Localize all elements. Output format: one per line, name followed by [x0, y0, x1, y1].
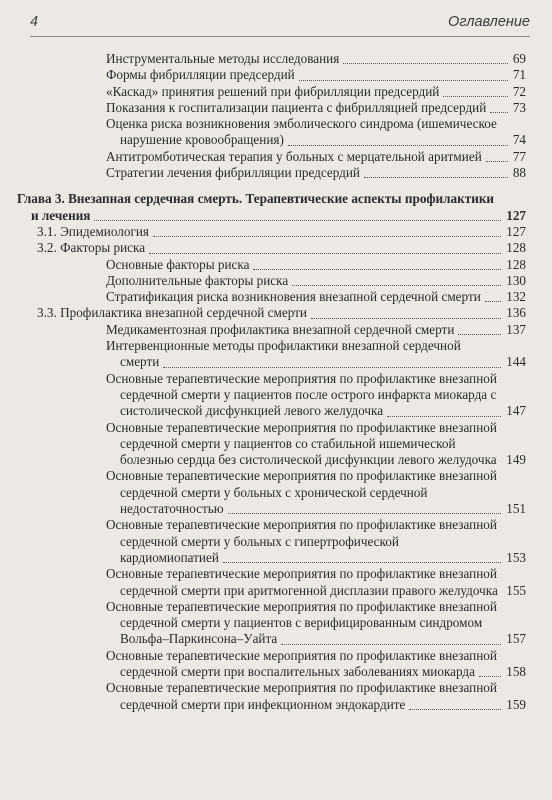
toc-entry[interactable] [106, 165, 526, 181]
toc-chapter-entry[interactable] [17, 191, 526, 224]
toc-entry-title: Инструментальные методы исследования [106, 51, 340, 66]
toc-entry-title: Основные терапевтические мероприятия по профилактике внезапной сердечной смерти у пациентов с верифицированным синдромом Вольфа–Паркинсона–Уайта [106, 598, 497, 647]
toc-entry[interactable] [106, 51, 526, 67]
toc-entry-title: Основные терапевтические мероприятия по профилактике внезапной сердечной смерти у пациентов со стабильной ишемической болезнью сердца без систолической дисфункции левого желудочка [106, 419, 497, 468]
leader-dots [228, 513, 501, 514]
toc-entry[interactable] [106, 84, 526, 100]
toc-entry-title: Основные терапевтические мероприятия по профилактике внезапной сердечной смерти у больных с хронической сердечной недостаточностью [106, 468, 497, 517]
toc-entry-page: 132 [506, 289, 526, 305]
leader-dots [292, 285, 501, 286]
toc-entry-page: 74 [512, 132, 526, 148]
leader-dots [343, 63, 508, 64]
toc-entry[interactable] [106, 116, 526, 149]
leader-dots [163, 367, 501, 368]
leader-dots [364, 177, 508, 178]
toc-entry-page: 147 [506, 403, 526, 419]
toc-entry[interactable] [106, 67, 526, 83]
leader-dots [153, 236, 501, 237]
toc-entry[interactable] [106, 322, 526, 338]
toc-entry[interactable] [106, 371, 526, 420]
toc-entry-title: Основные факторы риска [106, 256, 250, 272]
header-rule [30, 36, 530, 37]
toc-entry-title: Показания к госпитализации пациента с фибрилляцией предсердий [106, 99, 487, 115]
toc-entry-page: 130 [506, 272, 526, 288]
toc-entry[interactable] [106, 680, 526, 713]
toc-section-entry[interactable] [37, 224, 526, 240]
leader-dots [149, 253, 501, 254]
leader-dots [311, 318, 501, 319]
page-number: 4 [30, 14, 39, 30]
toc-entry-page: 128 [506, 256, 526, 272]
toc-entry-page: 73 [512, 99, 526, 115]
toc-entry[interactable] [106, 257, 526, 273]
toc-entry[interactable] [106, 420, 526, 469]
toc-entry-page: 157 [506, 631, 526, 647]
leader-dots [288, 145, 508, 146]
toc-entry[interactable] [106, 149, 526, 165]
toc-entry[interactable] [106, 289, 526, 305]
toc-entry-page: 151 [506, 501, 526, 517]
toc-entry[interactable] [106, 468, 526, 517]
toc-entry-title: Стратегии лечения фибрилляции предсердий [106, 165, 360, 181]
leader-dots [443, 96, 508, 97]
toc-entry-title: 3.3. Профилактика внезапной сердечной смерти [37, 305, 307, 321]
toc-entry-page: 159 [506, 696, 526, 712]
section-title: Оглавление [448, 14, 530, 30]
leader-dots [94, 220, 501, 221]
toc-entry-title: Интервенционные методы профилактики внезапной сердечной смерти [106, 338, 461, 370]
leader-dots [299, 80, 508, 81]
toc-entry-title: Стратификация риска возникновения внезапной сердечной смерти [106, 289, 481, 305]
toc-entry-title: Антитромботическая терапия у больных с мерцательной аритмией [106, 148, 482, 164]
toc-entry-page: 69 [512, 51, 526, 66]
toc-entry-page: 155 [506, 582, 526, 598]
leader-dots [409, 709, 501, 710]
toc-entry[interactable] [106, 517, 526, 566]
toc-entry-page: 127 [506, 223, 526, 239]
toc-entry-page: 137 [506, 321, 526, 337]
toc-entry-page: 71 [512, 67, 526, 83]
toc-entry-title: Основные терапевтические мероприятия по профилактике внезапной сердечной смерти при воспалительных заболеваниях миокарда [106, 647, 497, 679]
toc-entry-title: Медикаментозная профилактика внезапной сердечной смерти [106, 321, 455, 337]
toc-entry-title: Оценка риска возникновения эмболического синдрома (ишемическое нарушение кровообращения) [106, 116, 497, 148]
toc-entry-page: 72 [512, 83, 526, 99]
running-header [0, 0, 552, 38]
toc-entry[interactable] [106, 599, 526, 648]
table-of-contents [17, 51, 526, 713]
toc-entry-page: 149 [506, 452, 526, 468]
toc-entry-title: Основные терапевтические мероприятия по профилактике внезапной сердечной смерти при инфекционном эндокардите [106, 680, 497, 712]
toc-entry-title: Основные терапевтические мероприятия по профилактике внезапной сердечной смерти у пациентов после острого инфаркта миокарда с систолической дисфункцией левого желудочка [106, 370, 497, 419]
toc-entry-title: Формы фибрилляции предсердий [106, 67, 295, 83]
toc-section-entry[interactable] [37, 305, 526, 321]
toc-entry-title: Дополнительные факторы риска [106, 272, 289, 288]
toc-entry-page: 77 [512, 148, 526, 164]
toc-chapter-title: Глава 3. Внезапная сердечная смерть. Терапевтические аспекты профилактики и лечения [17, 191, 495, 223]
toc-entry-title: «Каскад» принятия решений при фибрилляции предсердий [106, 83, 440, 99]
leader-dots [485, 301, 501, 302]
leader-dots [486, 161, 508, 162]
toc-entry[interactable] [106, 566, 526, 599]
leader-dots [490, 112, 508, 113]
toc-entry-title: 3.2. Факторы риска [37, 240, 146, 256]
toc-section-entry[interactable] [37, 240, 526, 256]
toc-entry[interactable] [106, 338, 526, 371]
leader-dots [387, 416, 501, 417]
toc-entry-page: 88 [512, 165, 526, 181]
toc-entry-page: 136 [506, 305, 526, 321]
leader-dots [458, 334, 501, 335]
toc-entry[interactable] [106, 273, 526, 289]
toc-entry[interactable] [106, 648, 526, 681]
leader-dots [223, 562, 501, 563]
toc-entry-page: 127 [506, 207, 526, 223]
leader-dots [281, 644, 501, 645]
leader-dots [253, 269, 501, 270]
toc-entry-title: Основные терапевтические мероприятия по профилактике внезапной сердечной смерти при аритмогенной дисплазии правого желудочка [106, 566, 498, 598]
toc-entry[interactable] [106, 100, 526, 116]
toc-entry-page: 128 [506, 240, 526, 256]
toc-entry-page: 153 [506, 549, 526, 565]
toc-entry-title: 3.1. Эпидемиология [37, 223, 149, 239]
toc-entry-title: Основные терапевтические мероприятия по профилактике внезапной сердечной смерти у больных с гипертрофической кардиомиопатией [106, 517, 497, 565]
leader-dots [479, 676, 501, 677]
toc-entry-page: 144 [506, 354, 526, 370]
toc-entry-page: 158 [506, 663, 526, 679]
